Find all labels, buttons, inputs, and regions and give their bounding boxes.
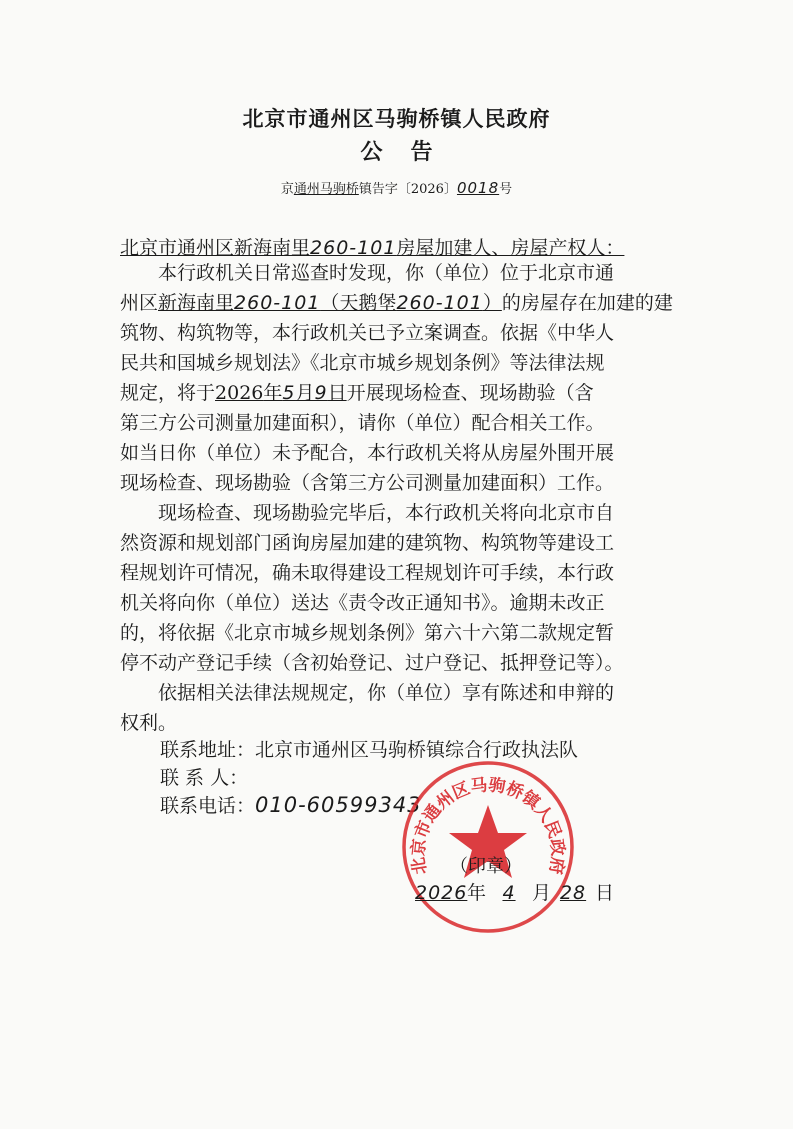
body-text-segment: 月 [295,382,315,404]
body-line [120,378,594,408]
contact-address-label: 联系地址： [160,739,256,761]
contact-phone-handwritten: 010-60599343 [255,793,422,817]
date-month-handwritten: 4 [502,882,516,904]
doc-org: 通州马驹桥 [293,182,359,197]
body-line: 依据相关法律法规规定，你（单位）享有陈述和申辩的 [158,682,615,704]
body-line [120,288,673,318]
doc-mid: 镇告字〔2026〕 [358,182,457,197]
doc-suffix: 号 [499,182,513,197]
document-subtitle: 公告 [360,139,461,165]
signing-date [415,878,614,905]
addressee [120,233,624,260]
body-line: 第三方公司测量加建面积），请你（单位）配合相关工作。 [120,412,605,434]
body-text-segment: ） [482,292,502,314]
body-line: 程规划许可情况，确未取得建设工程规划许可手续，本行政 [120,562,615,584]
addressee-prefix: 北京市通州区新海南里 [120,237,311,259]
document-number [0,178,793,197]
body-text-segment: 新海南里 [158,292,235,314]
handwritten-text: 5 [282,382,296,404]
contact-person [160,763,248,790]
contact-phone [160,791,422,818]
official-seal [398,757,578,937]
body-text-segment: 开展现场检查、现场勘验（含 [346,382,594,404]
body-text-segment: 的房屋存在加建的建 [501,292,673,314]
handwritten-text: 9 [314,382,328,404]
seal-label: （印章） [450,856,522,877]
date-day-handwritten: 28 [559,882,587,904]
body-line: 本行政机关日常巡查时发现，你（单位）位于北京市通 [158,262,615,284]
body-line: 停不动产登记手续（含初始登记、过户登记、抵押登记等）。 [120,652,624,674]
contact-phone-label: 联系电话： [160,795,256,817]
body-line: 现场检查、现场勘验（含第三方公司测量加建面积）工作。 [120,472,615,494]
body-line: 然资源和规划部门函询房屋加建的建筑物、构筑物等建设工 [120,532,615,554]
addressee-suffix: 房屋加建人、房屋产权人： [396,237,625,259]
body-line: 如当日你（单位）未予配合，本行政机关将从房屋外围开展 [120,442,615,464]
doc-prefix: 京 [280,182,294,197]
seal-ring-textpath: 北京市通州区马驹桥镇人民政府 [408,775,568,876]
body-line: 的，将依据《北京市城乡规划条例》第六十六第二款规定暂 [120,622,615,644]
body-text-segment: 日 [327,382,347,404]
date-day-label: 日 [595,882,615,904]
body-line: 现场检查、现场勘验完毕后，本行政机关将向北京市自 [158,502,615,524]
contact-address-value: 北京市通州区马驹桥镇综合行政执法队 [255,739,579,761]
body-line: 民共和国城乡规划法》《北京市城乡规划条例》等法律法规 [120,352,605,374]
body-line: 机关将向你（单位）送达《责令改正通知书》。逾期未改正 [120,592,605,614]
body-text-segment: 规定，将于 [120,382,216,404]
body-text-segment: （天鹅堡 [320,292,397,314]
handwritten-text: 260-101 [396,292,483,314]
addressee-handwritten: 260-101 [310,237,397,259]
body-underlined-segment [158,292,502,314]
handwritten-text: 260-101 [234,292,321,314]
date-month-label: 月 [532,882,552,904]
body-line: 筑物、构筑物等，本行政机关已予立案调查。依据《中华人 [120,322,615,344]
body-underlined-segment [215,382,347,404]
body-text-segment: 年 [263,382,283,404]
body-text-segment: 2026 [215,382,264,404]
document-title: 北京市通州区马驹桥镇人民政府 [242,106,551,131]
contact-person-label: 联 系 人： [160,767,249,789]
body-text-segment: 州区 [120,292,159,314]
body-line: 权利。 [120,712,178,734]
date-year-label: 年 [467,882,487,904]
doc-number-handwritten: 0018 [456,179,500,197]
date-year-handwritten: 2026 [415,882,468,904]
